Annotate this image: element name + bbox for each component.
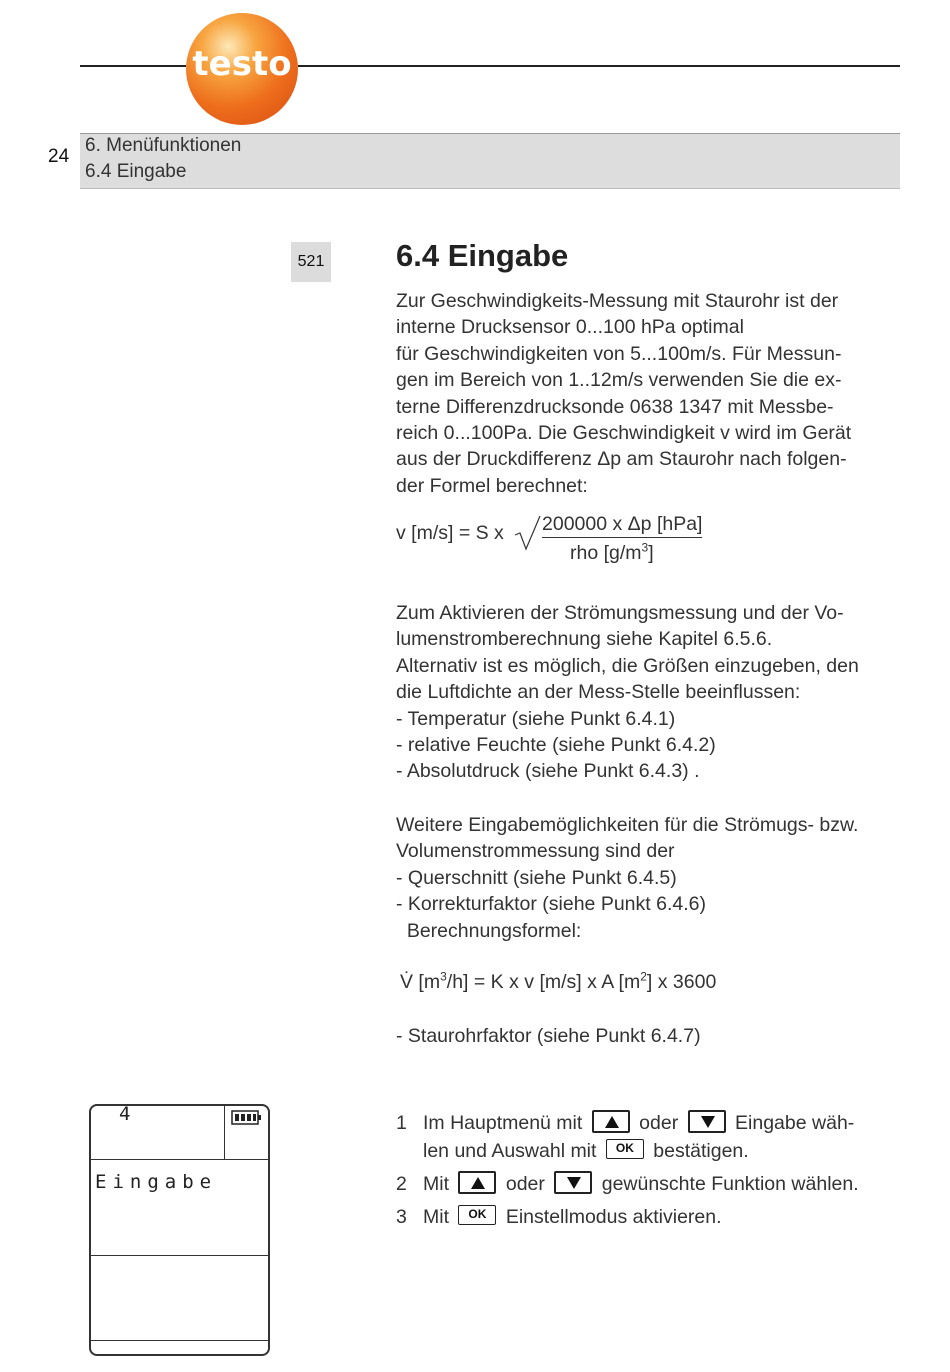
- step-2: 2 Mit oder gewünschte Funktion wählen.: [396, 1173, 859, 1195]
- para3-line: Weitere Eingabemöglichkeiten für die Strömugs- bzw.: [396, 814, 859, 836]
- para2-line: - Temperatur (siehe Punkt 6.4.1): [396, 707, 676, 730]
- page-number: 24: [48, 146, 70, 167]
- up-key-icon: [592, 1110, 630, 1133]
- ok-key-icon: OK: [606, 1139, 644, 1159]
- testo-logo: [186, 13, 298, 125]
- intro-line: gen im Bereich von 1..12m/s verwenden Sie die ex-: [396, 369, 842, 392]
- step-number: 1: [396, 1112, 407, 1134]
- down-key-icon: [554, 1171, 592, 1194]
- step-number: 3: [396, 1206, 407, 1228]
- page-title: 6.4 Eingabe: [396, 238, 569, 273]
- intro-line: terne Differenzdrucksonde 0638 1347 mit Messbe-: [396, 395, 834, 418]
- formula-lhs: v [m/s] = S x: [396, 522, 504, 544]
- down-key-icon: [688, 1110, 726, 1133]
- display-menu-number: 4: [119, 1103, 131, 1125]
- instruction-steps: [396, 1112, 859, 1239]
- para3-line: Berechnungsformel:: [396, 919, 582, 942]
- device-display: [89, 1104, 270, 1356]
- display-divider: [91, 1159, 268, 1160]
- intro-paragraph: [396, 288, 851, 499]
- logo-text: testo: [192, 44, 292, 84]
- step-1: 1 Im Hauptmenü mit oder Eingabe wäh-: [396, 1112, 855, 1134]
- intro-line: der Formel berechnet:: [396, 474, 588, 497]
- step-1-continued: len und Auswahl mit OK bestätigen.: [423, 1140, 749, 1162]
- para2-line: - Absolutdruck (siehe Punkt 6.4.3) .: [396, 760, 700, 783]
- header-chapter: 6. Menüfunktionen: [85, 135, 242, 156]
- intro-line: reich 0...100Pa. Die Geschwindigkeit v wird im Gerät: [396, 422, 852, 445]
- para2-line: die Luftdichte an der Mess-Stelle beeinflussen:: [396, 681, 801, 704]
- top-rule-left: [80, 65, 186, 67]
- ok-key-icon: OK: [458, 1205, 496, 1225]
- para3-line: - Korrekturfaktor (siehe Punkt 6.4.6): [396, 893, 706, 916]
- display-divider: [224, 1106, 225, 1159]
- paragraph-2: [396, 600, 859, 785]
- up-key-icon: [458, 1171, 496, 1194]
- para2-line: Alternativ ist es möglich, die Größen einzugeben, den: [396, 654, 859, 677]
- velocity-formula: [396, 513, 756, 573]
- formula-numerator: 200000 x Δp [hPa]: [542, 513, 702, 538]
- para3-line: Volumenstrommessung sind der: [396, 840, 675, 863]
- step-number: 2: [396, 1173, 407, 1195]
- intro-line: aus der Druckdifferenz Δp am Staurohr nach folgen-: [396, 448, 847, 471]
- para4-line: - Staurohrfaktor (siehe Punkt 6.4.7): [396, 1025, 701, 1047]
- para3-line: - Querschnitt (siehe Punkt 6.4.5): [396, 866, 677, 889]
- paragraph-4: [396, 1023, 701, 1049]
- top-rule-right: [298, 65, 900, 67]
- header-bar: [80, 133, 900, 189]
- formula-denominator: rho $[g/m^3]$: [570, 540, 654, 564]
- section-badge: 521: [291, 242, 331, 282]
- intro-line: Zur Geschwindigkeits-Messung mit Staurohr ist der: [396, 290, 839, 312]
- header-section: 6.4 Eingabe: [85, 161, 187, 182]
- intro-line: für Geschwindigkeiten von 5...100m/s. Für Messun-: [396, 342, 842, 365]
- intro-line: interne Drucksensor 0...100 hPa optimal: [396, 316, 744, 339]
- para2-line: lumenstromberechnung siehe Kapitel 6.5.6.: [396, 628, 773, 651]
- display-divider: [91, 1340, 268, 1341]
- para2-line: - relative Feuchte (siehe Punkt 6.4.2): [396, 734, 716, 757]
- battery-full-icon: [231, 1110, 263, 1126]
- display-text: Eingabe: [95, 1171, 218, 1193]
- paragraph-3: [396, 812, 858, 944]
- volume-flow-formula: V̇ $[m^3/h] = K$ x v [m/s] x A $[m^2]$ x 3600: [400, 969, 717, 993]
- sqrt-symbol-icon: [514, 513, 542, 553]
- para2-line: Zum Aktivieren der Strömungsmessung und der Vo-: [396, 602, 844, 624]
- display-divider: [91, 1255, 268, 1256]
- step-3: 3 Mit OK Einstellmodus aktivieren.: [396, 1206, 722, 1228]
